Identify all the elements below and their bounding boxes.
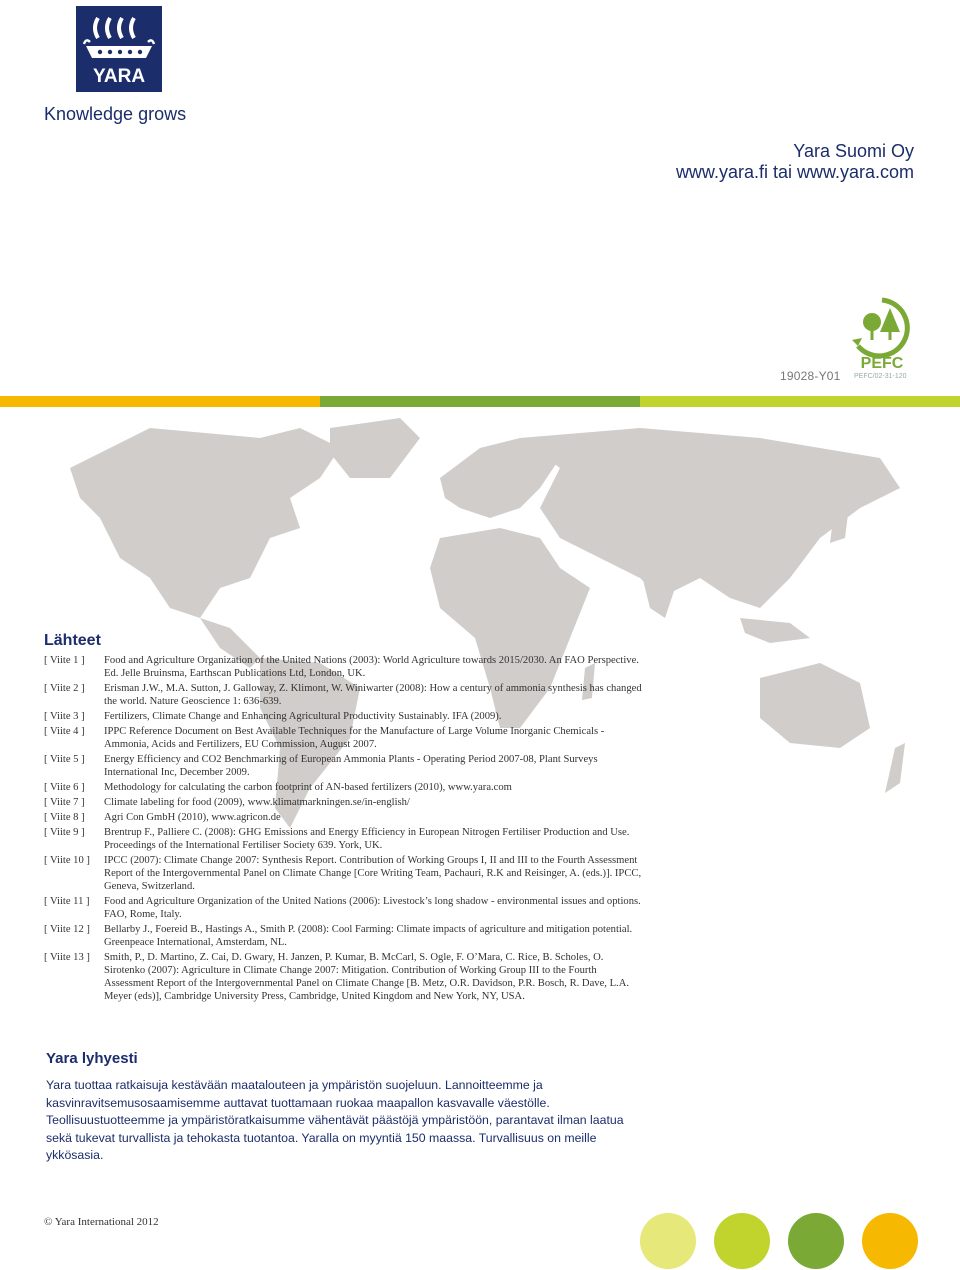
reference-tag: [ Viite 10 ] [44,855,90,866]
logo-text: YARA [92,66,146,87]
pefc-logo-text: PEFC [860,355,904,372]
about-text: Yara tuottaa ratkaisuja kestävään maatalouteen ja ympäristön suojeluun. Lannoitteemme ja kasvinravitsemusosaamisemme auttavat tuottamaan ruokaa maapallon kasvavalle väestölle. Teollisuustuotteemme ja ympäristöratkaisumme vähentävät päästöjä ympäristöön, parantavat ilman laatua sekä tukevat turvallista ja tehokasta tuotantoa. Yaralla on myyntiä 150 maassa. Turvallisuus on meille ykkösasia. [46,1078,624,1163]
pefc-logo [846,296,918,376]
reference-item [44,753,644,779]
stripe-yellow [0,396,320,407]
reference-tag: [ Viite 2 ] [44,683,85,694]
about-section [46,1050,626,1165]
reference-text: Smith, P., D. Martino, Z. Cai, D. Gwary, H. Janzen, P. Kumar, B. McCarl, S. Ogle, F. O’Mara, C. Rice, B. Scholes, O. Sirotenko (2007): Agriculture in Climate Change 2007: Mitigation. Contribution of Working Group III to the Fourth Assessment Report of the Intergovernmental Panel on Climate Change [B. Metz, O.R. Davidson, P.R. Bosch, R. Dave, L.A. Meyer (eds)], Cambridge University Press, Cambridge, United Kingdom and New York, NY, USA. [104,952,630,1002]
reference-item [44,951,644,1003]
reference-item [44,923,644,949]
reference-item [44,796,644,809]
reference-text: IPCC (2007): Climate Change 2007: Synthesis Report. Contribution of Working Groups I, II and III to the Fourth Assessment Report of the Intergovernmental Panel on Climate Change [Core Writing Team, Pachauri, R.K and Reisinger, A. (eds.)]. IPCC, Geneva, Switzerland. [104,855,642,892]
reference-tag: [ Viite 12 ] [44,924,90,935]
reference-text: Erisman J.W., M.A. Sutton, J. Galloway, Z. Klimont, W. Winiwarter (2008): How a century of ammonia synthesis has changed the world. Nature Geoscience 1: 636-639. [104,683,642,707]
reference-tag: [ Viite 11 ] [44,896,90,907]
sources-section [44,632,644,1005]
reference-tag: [ Viite 9 ] [44,827,85,838]
stripe-green [320,396,640,407]
reference-tag: [ Viite 7 ] [44,797,85,808]
reference-tag: [ Viite 1 ] [44,655,85,666]
company-web: www.yara.fi tai www.yara.com [675,162,914,182]
reference-text: Climate labeling for food (2009), www.klimatmarkningen.se/in-english/ [104,797,410,808]
reference-tag: [ Viite 8 ] [44,812,85,823]
company-info [676,141,914,183]
sources-title: Lähteet [44,632,101,649]
stripe-lime [640,396,960,407]
reference-item [44,781,644,794]
reference-item [44,826,644,852]
reference-tag: [ Viite 6 ] [44,782,85,793]
reference-text: Food and Agriculture Organization of the United Nations (2003): World Agriculture towards 2015/2030. An FAO Perspective. Ed. Jelle Bruinsma, Earthscan Publications Ltd, London, UK. [104,655,639,679]
dot-lime [714,1213,770,1269]
reference-item [44,895,644,921]
reference-text: IPPC Reference Document on Best Available Techniques for the Manufacture of Large Volume Inorganic Chemicals - Ammonia, Acids and Fertilizers, EU Commission, August 2007. [104,726,605,750]
reference-item [44,654,644,680]
yara-logo [76,6,162,92]
copyright: © Yara International 2012 [44,1216,159,1228]
company-name: Yara Suomi Oy [793,141,914,161]
document-code: 19028-Y01 [780,369,841,383]
dot-pale-yellow [640,1213,696,1269]
reference-text: Brentrup F., Palliere C. (2008): GHG Emissions and Energy Efficiency in European Nitrogen Fertiliser Production and Use. Proceedings of the International Fertiliser Society 639. York, UK. [104,827,630,851]
tagline: Knowledge grows [44,104,187,124]
about-title: Yara lyhyesti [46,1050,138,1067]
reference-item [44,725,644,751]
reference-tag: [ Viite 5 ] [44,754,85,765]
reference-text: Food and Agriculture Organization of the United Nations (2006): Livestock’s long shadow - environmental issues and options. FAO, Rome, Italy. [104,896,641,920]
reference-text: Bellarby J., Foereid B., Hastings A., Smith P. (2008): Cool Farming: Climate impacts of agriculture and mitigation potential. Greenpeace International, Amsterdam, NL. [104,924,633,948]
reference-tag: [ Viite 13 ] [44,952,90,963]
reference-text: Energy Efficiency and CO2 Benchmarking of European Ammonia Plants - Operating Period 2007-08, Plant Surveys International Inc, December 2009. [104,754,598,778]
reference-item [44,682,644,708]
reference-tag: [ Viite 3 ] [44,711,85,722]
reference-item [44,710,644,723]
pefc-code: PEFC/02-31-120 [854,373,907,380]
reference-text: Agri Con GmbH (2010), www.agricon.de [104,812,281,823]
dot-yellow [862,1213,918,1269]
reference-tag: [ Viite 4 ] [44,726,85,737]
reference-item [44,811,644,824]
reference-item [44,854,644,893]
dot-green [788,1213,844,1269]
reference-text: Methodology for calculating the carbon footprint of AN-based fertilizers (2010), www.yara.com [104,782,512,793]
reference-text: Fertilizers, Climate Change and Enhancing Agricultural Productivity Sustainably. IFA (2009). [104,711,502,722]
